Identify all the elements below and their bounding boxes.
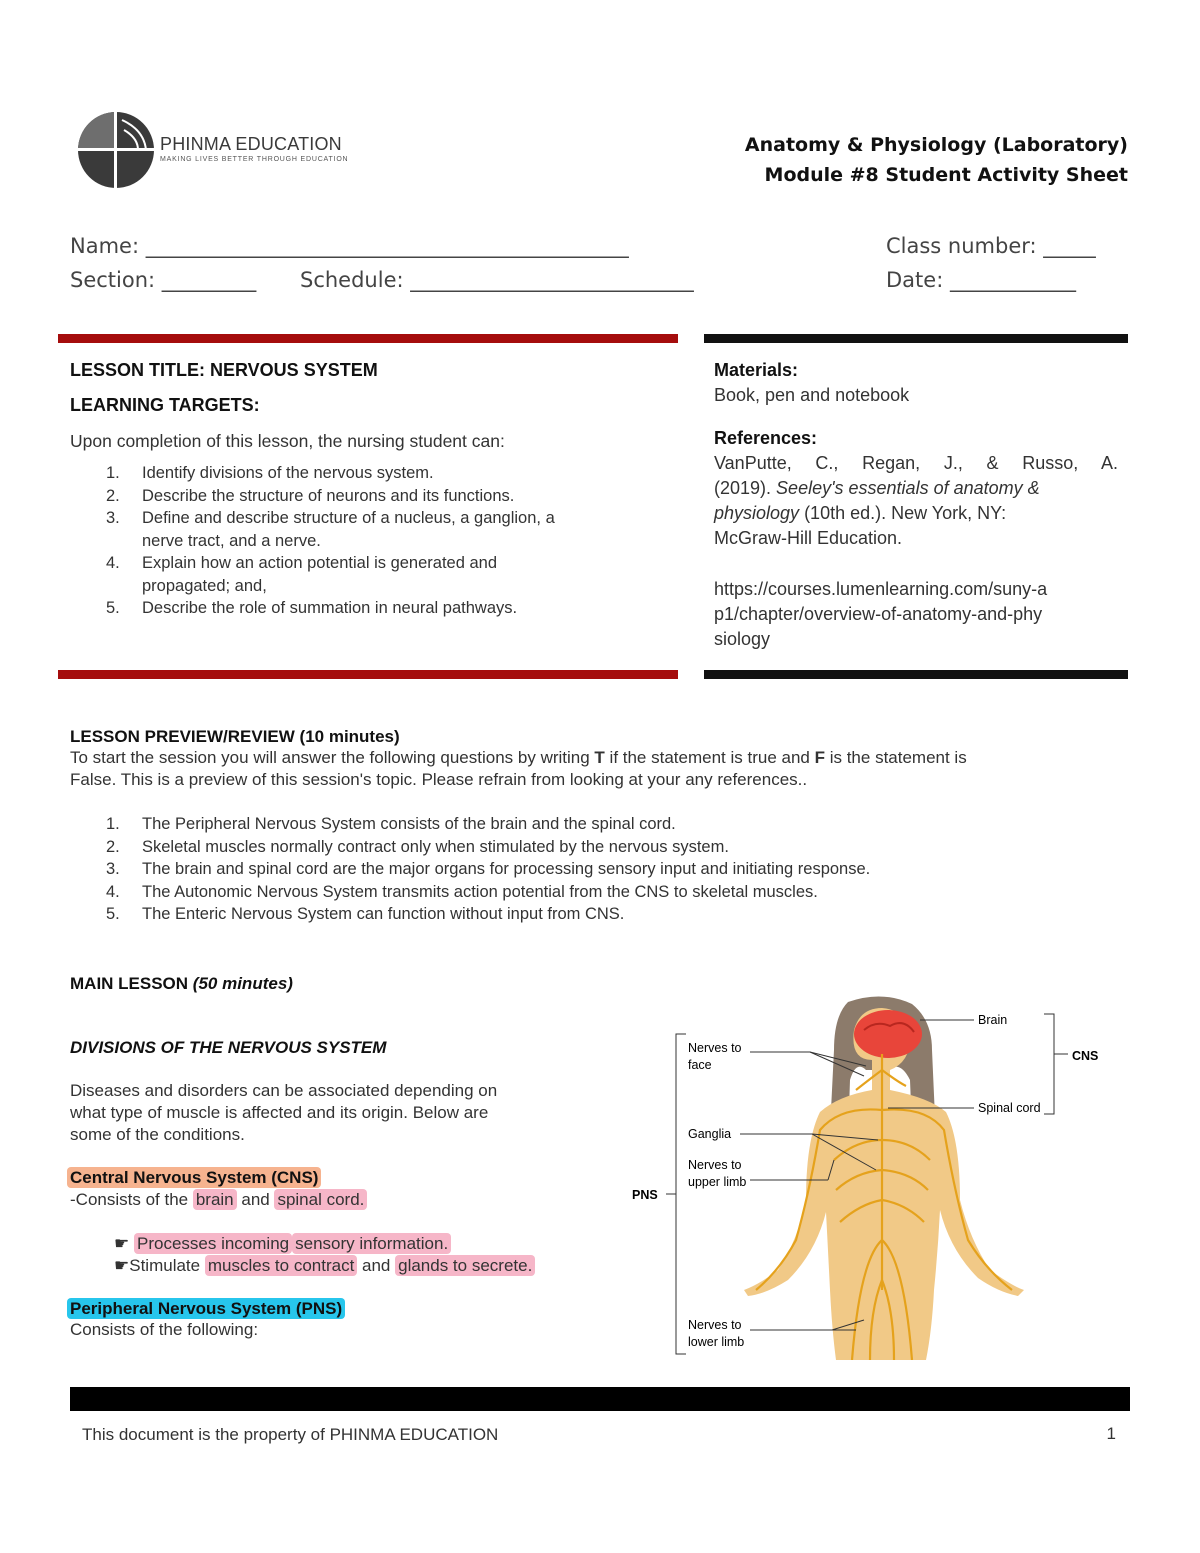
- main-lesson-duration: (50 minutes): [192, 974, 293, 993]
- label-nerves-upper-1: Nerves to: [688, 1158, 742, 1172]
- reference-url-line-3[interactable]: siology: [714, 629, 771, 649]
- body-silhouette: [744, 1008, 1024, 1360]
- learning-target-item: [70, 462, 670, 485]
- reference-line-4: McGraw-Hill Education.: [714, 528, 903, 548]
- learning-target-text: nerve tract, and a nerve.: [142, 531, 321, 550]
- lesson-box-top-bar: [58, 334, 678, 343]
- references-heading: References:: [714, 428, 818, 448]
- list-number: 3.: [106, 509, 120, 527]
- label-nerves-lower-2: lower limb: [688, 1335, 745, 1349]
- instruction-text-c: is the statement is: [824, 748, 967, 767]
- learning-targets-heading: LEARNING TARGETS:: [70, 395, 260, 415]
- learning-target-item: [70, 507, 670, 552]
- cns-heading: Central Nervous System (CNS): [67, 1167, 321, 1188]
- label-cns: CNS: [1072, 1049, 1099, 1063]
- logo-title: PHINMA EDUCATION: [160, 134, 342, 154]
- list-number: 5.: [106, 905, 120, 923]
- date-field[interactable]: Date: ____________: [886, 268, 1076, 292]
- learning-target-item: [70, 552, 670, 597]
- cns-bullet-1-highlight-a: Processes incoming: [134, 1233, 292, 1254]
- preview-question-item: [70, 903, 1130, 926]
- cns-block: [70, 1168, 630, 1277]
- label-brain: Brain: [978, 1013, 1008, 1027]
- instruction-true-letter: T: [594, 748, 605, 767]
- course-title: Anatomy & Physiology (Laboratory): [744, 134, 1128, 156]
- page-number: 1: [1106, 1424, 1116, 1443]
- instruction-text-b: if the statement is true and: [604, 748, 815, 767]
- divisions-intro: [70, 1080, 630, 1146]
- label-pns: PNS: [632, 1188, 658, 1202]
- preview-question-text: Skeletal muscles normally contract only when stimulated by the nervous system.: [142, 837, 729, 856]
- list-number: 2.: [106, 837, 120, 856]
- learning-target-text: Describe the role of summation in neural pathways.: [142, 599, 518, 617]
- instruction-false-letter: F: [814, 748, 825, 767]
- preview-question-text: The brain and spinal cord are the major organs for processing sensory input and initiating response.: [142, 860, 871, 878]
- learning-target-item: [70, 597, 670, 620]
- reference-book-title: Seeley's essentials of anatomy &: [776, 478, 1040, 498]
- main-lesson-label: MAIN LESSON: [70, 974, 193, 993]
- list-number: 3.: [106, 860, 120, 878]
- preview-question-item: [70, 881, 1130, 904]
- phinma-logo-mark-icon: [74, 110, 164, 190]
- reference-book-title-cont: physiology: [714, 503, 800, 523]
- preview-questions-list: [70, 813, 1130, 926]
- main-lesson-section: [70, 974, 630, 1341]
- divisions-intro-line-2: what type of muscle is affected and its origin. Below are: [70, 1103, 489, 1122]
- learning-target-text: Define and describe structure of a nucleus, a ganglion, a: [142, 509, 555, 527]
- section-field[interactable]: Section: _________: [70, 268, 257, 292]
- learning-target-text: Explain how an action potential is generated and: [142, 554, 497, 572]
- name-field[interactable]: Name: ______________________________________________: [70, 234, 629, 258]
- list-number: 1.: [106, 464, 120, 482]
- lesson-preview-section: [70, 727, 1130, 926]
- lesson-preview-instruction-2: False. This is a preview of this session's topic. Please refrain from looking at your any references..: [70, 770, 808, 789]
- list-number: 5.: [106, 599, 120, 617]
- learning-targets-intro: Upon completion of this lesson, the nursing student can:: [70, 431, 505, 451]
- lesson-box-bottom-bar: [58, 670, 678, 679]
- pns-consists: Consists of the following:: [70, 1320, 259, 1339]
- label-ganglia: Ganglia: [688, 1127, 732, 1141]
- preview-question-item: [70, 813, 1130, 836]
- reference-url[interactable]: [714, 577, 1118, 652]
- schedule-field[interactable]: Schedule: ___________________________: [300, 268, 694, 292]
- cns-bullet-2-highlight-b: glands to secrete.: [395, 1255, 535, 1276]
- learning-target-text: propagated; and,: [142, 576, 267, 595]
- reference-url-line-2[interactable]: p1/chapter/overview-of-anatomy-and-phy: [714, 604, 1043, 624]
- lesson-preview-instruction-1: [70, 747, 1130, 769]
- cns-spinal-highlight: spinal cord.: [274, 1189, 367, 1210]
- reference-year: (2019).: [714, 478, 777, 498]
- learning-targets-list: [70, 462, 670, 620]
- materials-text: Book, pen and notebook: [714, 385, 910, 405]
- cns-consists: [70, 1189, 630, 1211]
- materials-box: [714, 360, 1118, 652]
- learning-target-text: Describe the structure of neurons and its functions.: [142, 486, 515, 505]
- nervous-system-diagram: [620, 990, 1120, 1360]
- list-number: 1.: [106, 815, 120, 833]
- cns-bullet-2: [114, 1255, 630, 1277]
- preview-question-item: [70, 858, 1130, 881]
- cns-bullet-2-highlight-a: muscles to contract: [205, 1255, 357, 1276]
- module-title: Module #8 Student Activity Sheet: [764, 164, 1128, 186]
- list-number: 4.: [106, 882, 120, 901]
- divisions-intro-line-1: Diseases and disorders can be associated depending on: [70, 1081, 498, 1100]
- preview-question-text: The Autonomic Nervous System transmits action potential from the CNS to skeletal muscles.: [142, 882, 818, 901]
- logo-tagline: MAKING LIVES BETTER THROUGH EDUCATION: [160, 156, 349, 163]
- reference-line-2: [714, 476, 1118, 501]
- learning-target-item: [70, 485, 670, 508]
- label-nerves-face-1: Nerves to: [688, 1041, 742, 1055]
- list-number: 2.: [106, 486, 120, 505]
- preview-question-text: The Peripheral Nervous System consists of the brain and the spinal cord.: [142, 815, 676, 833]
- list-number: 4.: [106, 554, 120, 572]
- lesson-title: LESSON TITLE: NERVOUS SYSTEM: [70, 360, 378, 380]
- preview-question-item: [70, 836, 1130, 859]
- reference-line-1: VanPutte, C., Regan, J., & Russo, A.: [714, 453, 1118, 473]
- lesson-box: [70, 360, 670, 620]
- label-nerves-face-2: face: [688, 1058, 712, 1072]
- pointing-hand-icon: ☛: [114, 1256, 130, 1275]
- cns-brain-highlight: brain: [193, 1189, 237, 1210]
- main-lesson-heading: [70, 974, 630, 994]
- reference-url-line-1[interactable]: https://courses.lumenlearning.com/suny-a: [714, 579, 1048, 599]
- footer-text: This document is the property of PHINMA EDUCATION: [82, 1425, 499, 1444]
- document-title: [745, 130, 1128, 190]
- label-nerves-upper-2: upper limb: [688, 1175, 747, 1189]
- instruction-text-a: To start the session you will answer the following questions by writing: [70, 748, 595, 767]
- reference-edition: (10th ed.). New York, NY:: [799, 503, 1007, 523]
- cns-bullet-2-and: and: [357, 1256, 396, 1275]
- pns-heading: Peripheral Nervous System (PNS): [67, 1298, 345, 1319]
- class-number-field[interactable]: Class number: _____: [886, 234, 1096, 258]
- pointing-hand-icon: ☛: [114, 1234, 130, 1253]
- materials-box-bottom-bar: [704, 670, 1128, 679]
- cns-consists-text: -Consists of the: [70, 1190, 193, 1209]
- learning-target-text: Identify divisions of the nervous system.: [142, 464, 434, 482]
- materials-box-top-bar: [704, 334, 1128, 343]
- preview-question-text: The Enteric Nervous System can function without input from CNS.: [142, 905, 625, 923]
- cns-bullet-2-text: Stimulate: [129, 1256, 205, 1275]
- label-spinal-cord: Spinal cord: [978, 1101, 1041, 1115]
- lesson-preview-heading: LESSON PREVIEW/REVIEW (10 minutes): [70, 727, 400, 746]
- cns-bullet-1-highlight-b: sensory information.: [292, 1233, 451, 1254]
- divisions-heading: DIVISIONS OF THE NERVOUS SYSTEM: [70, 1038, 387, 1057]
- reference-line-3: [714, 501, 1118, 526]
- brain-shape: [854, 1010, 922, 1058]
- divisions-intro-line-3: some of the conditions.: [70, 1125, 245, 1144]
- footer-bar: [70, 1387, 1130, 1411]
- cns-and-text: and: [236, 1190, 275, 1209]
- label-nerves-lower-1: Nerves to: [688, 1318, 742, 1332]
- cns-bullet-1: [114, 1233, 630, 1255]
- materials-heading: Materials:: [714, 360, 799, 380]
- pns-block: [70, 1299, 630, 1341]
